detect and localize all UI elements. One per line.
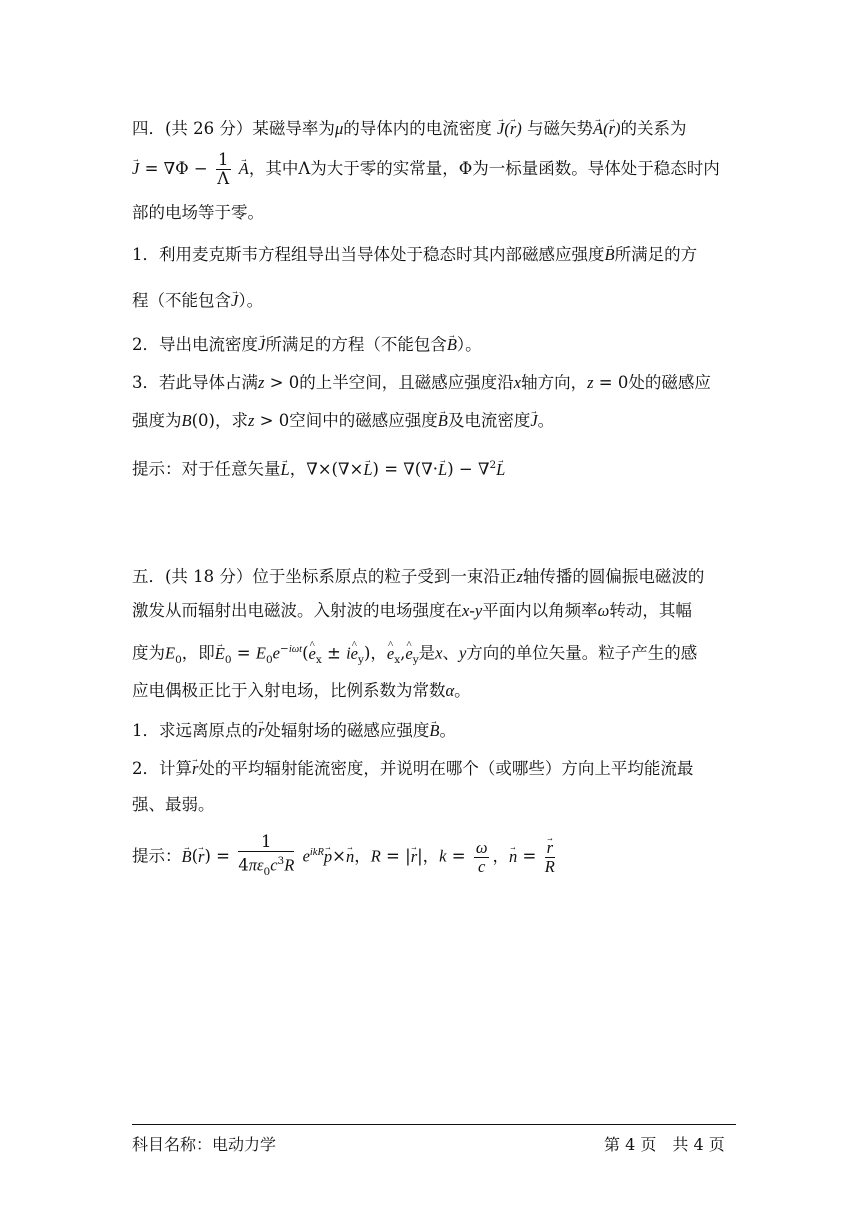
footer-subject: 科目名称：电动力学 bbox=[132, 1135, 277, 1154]
q4-part3-line-2: 强度为B(0)，求z > 0空间中的磁感应强度→ B及电流密度→ J。 bbox=[132, 410, 554, 432]
q4-part2: 2．导出电流密度→ J所满足的方程（不能包含→ B）。 bbox=[132, 334, 482, 356]
footer-page-number: 第 4 页 共 4 页 bbox=[604, 1135, 725, 1154]
q5-line-1: 五．(共 18 分）位于坐标系原点的粒子受到一束沿正z轴传播的圆偏振电磁波的 bbox=[132, 567, 705, 586]
q4-line-3: 部的电场等于零。 bbox=[132, 203, 264, 222]
q5-line-2: 激发从而辐射出电磁波。入射波的电场强度在x-y平面内以角频率ω转动，其幅 bbox=[132, 601, 692, 620]
q4-line-1: 四．(共 26 分）某磁导率为μ的导体内的电流密度 → J(→ r) 与磁矢势→ A(→ r)的关系为 bbox=[132, 118, 687, 140]
q5-part2-line-1: 2．计算→ r处的平均辐射能流密度，并说明在哪个（或哪些）方向上平均能流最 bbox=[132, 758, 693, 780]
q5-hint: 提示：→ B(→ r) = $\frac{1}{4\pi\varepsilon_0c^3R}$ $e^{ikR}\to p\times\to n$，R = |→ r|，k = $\frac{\omega}{c}$ ，→ n = → $\frac{r}{R}$ bbox=[132, 832, 558, 874]
q5-line-3: 度为$E_0$，即→ $E_0$ = $E_0e^{-i\omega t}(\^{}$ $e_x$ ± i^ $e_y$)，^ $e_x,\^{}$ $e_y$是x、y方向的单位矢量。粒子产生的感 bbox=[132, 638, 697, 671]
q5-line-4: 应电偶极正比于入射电场，比例系数为常数α。 bbox=[132, 681, 471, 700]
q4-hint: 提示：对于任意矢量→ L，∇×(∇×→ L) = ∇(∇·→ L) − ∇$^2$→ L bbox=[132, 454, 505, 481]
q4-part1-line-2: 程（不能包含→ J）。 bbox=[132, 290, 263, 312]
q4-line-2: → J = ∇Φ − $\frac{1}{\Lambda}$ → A，其中Λ为大于零的实常量，Φ为一标量函数。导体处于稳态时内 bbox=[132, 150, 720, 188]
footer-divider bbox=[132, 1124, 736, 1125]
q4-part3-line-1: 3．若此导体占满z > 0的上半空间，且磁感应强度沿x轴方向，z = 0处的磁感应 bbox=[132, 373, 711, 392]
q4-part1-line-1: 1．利用麦克斯韦方程组导出当导体处于稳态时其内部磁感应强度→ B所满足的方 bbox=[132, 244, 697, 266]
q5-part1: 1．求远离原点的→ r处辐射场的磁感应强度→ B。 bbox=[132, 720, 456, 742]
q5-part2-line-2: 强、最弱。 bbox=[132, 795, 215, 814]
